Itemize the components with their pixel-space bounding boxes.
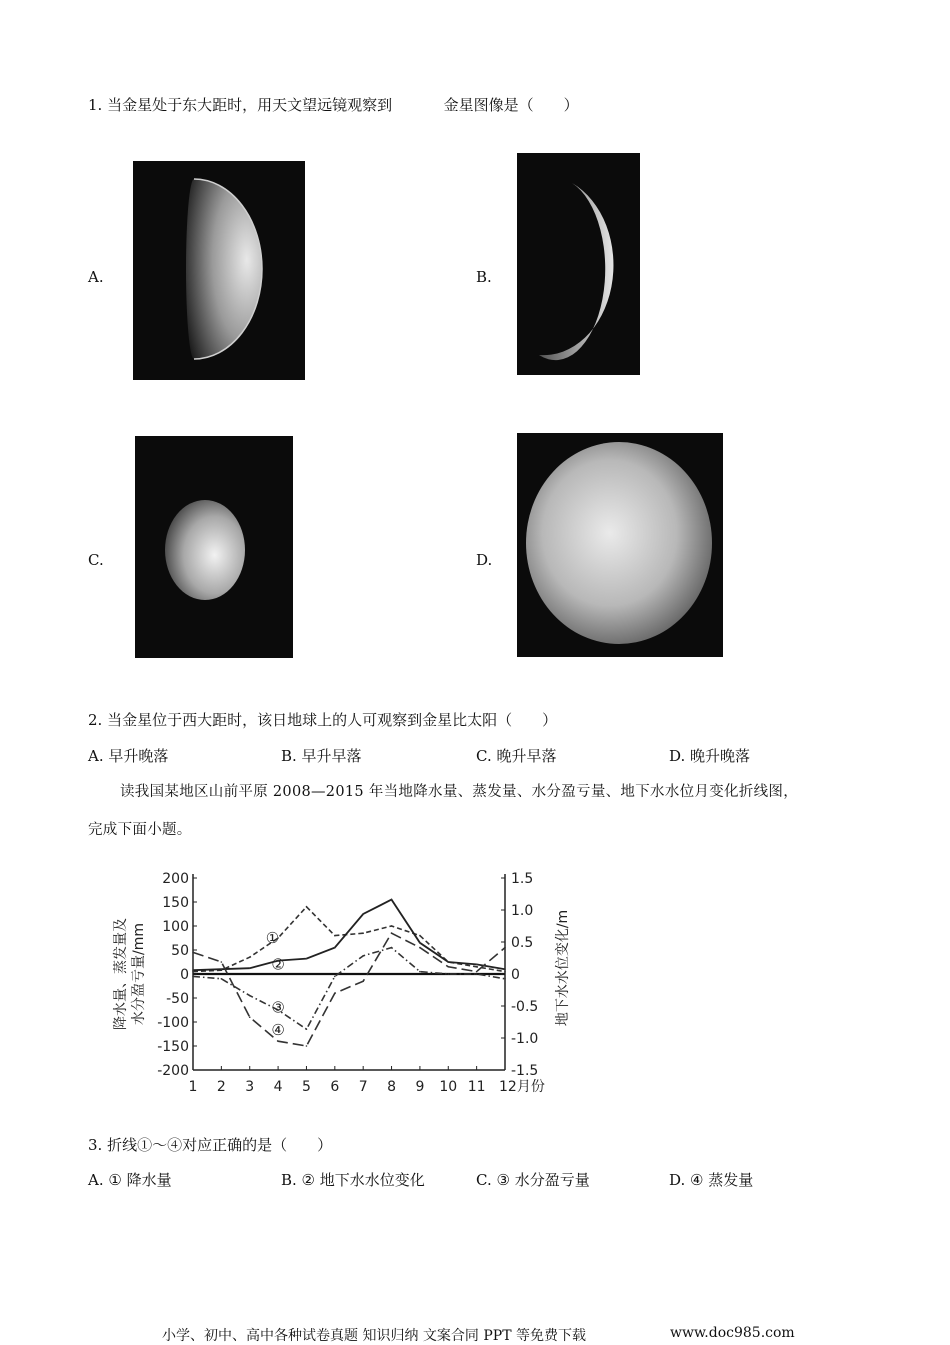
left-tick-label: 150 xyxy=(162,895,189,911)
venus-image-full[interactable] xyxy=(517,433,723,657)
chart-axes xyxy=(193,874,505,1070)
series-point xyxy=(476,966,478,968)
venus-image-gibbous[interactable] xyxy=(135,436,293,658)
x-tick-label: 6 xyxy=(330,1079,340,1095)
q1-option-d-letter[interactable]: D. xyxy=(476,551,493,569)
chart-labels xyxy=(112,871,571,1095)
series-point xyxy=(221,978,223,980)
left-tick-label: 200 xyxy=(162,871,189,887)
q2-stem: 2. 当金星位于西大距时，该日地球上的人可观察到金星比太阳（ ） xyxy=(88,711,558,729)
series-point xyxy=(419,935,421,937)
left-axis-label-line2: 水分盈亏量/mm xyxy=(131,923,147,1025)
series-point xyxy=(249,956,251,958)
q1-stem xyxy=(88,94,579,115)
series-line-3 xyxy=(193,948,505,1030)
left-tick-label: -100 xyxy=(157,1015,189,1031)
series-point xyxy=(362,955,364,957)
q3-option-a[interactable]: A. ① 降水量 xyxy=(88,1171,172,1189)
left-tick-label: 0 xyxy=(180,967,189,983)
chart-series xyxy=(192,899,506,1047)
x-tick-label: 1 xyxy=(188,1079,198,1095)
series-point xyxy=(504,978,506,980)
right-axis-label: 地下水水位变化/m xyxy=(555,909,571,1027)
right-tick-label: 0.5 xyxy=(511,935,534,951)
series-point xyxy=(192,969,194,971)
series-point xyxy=(476,971,478,973)
series-label-4: ④ xyxy=(271,1021,285,1040)
x-tick-label: 12月份 xyxy=(499,1079,545,1095)
series-point xyxy=(504,947,506,949)
series-point xyxy=(192,976,194,978)
q2-option-a[interactable]: A. 早升晚落 xyxy=(88,747,169,765)
series-point xyxy=(249,1016,251,1018)
series-point xyxy=(306,1045,308,1047)
series-point xyxy=(419,947,421,949)
footer-text: 小学、初中、高中各种试卷真题 知识归纳 文案合同 PPT 等免费下载 xyxy=(162,1328,586,1344)
series-point xyxy=(362,913,364,915)
series-point xyxy=(391,947,393,949)
x-tick-label: 8 xyxy=(387,1079,397,1095)
water-balance-chart xyxy=(105,860,575,1110)
q1-option-b-letter[interactable]: B. xyxy=(476,268,492,286)
x-tick-label: 9 xyxy=(415,1079,425,1095)
right-tick-label: -1.0 xyxy=(511,1031,539,1047)
series-point xyxy=(334,947,336,949)
right-tick-label: 0 xyxy=(511,967,520,983)
series-point xyxy=(447,966,449,968)
left-tick-label: 50 xyxy=(171,943,189,959)
series-point xyxy=(447,973,449,975)
q3-stem: 3. 折线①～④对应正确的是（ ） xyxy=(88,1136,333,1154)
x-tick-label: 10 xyxy=(439,1079,458,1095)
series-point xyxy=(334,976,336,978)
series-point xyxy=(306,958,308,960)
right-tick-label: 1.0 xyxy=(511,903,534,919)
q3-option-c[interactable]: C. ③ 水分盈亏量 xyxy=(476,1171,590,1189)
series-point xyxy=(447,961,449,963)
right-tick-label: -1.5 xyxy=(511,1063,539,1079)
series-point xyxy=(419,942,421,944)
venus-image-crescent[interactable] xyxy=(517,153,640,375)
x-tick-label: 4 xyxy=(273,1079,283,1095)
footer-link[interactable]: www.doc985.com xyxy=(670,1325,795,1341)
series-label-1: ① xyxy=(265,929,280,947)
q3-option-d[interactable]: D. ④ 蒸发量 xyxy=(669,1171,754,1189)
left-tick-label: -150 xyxy=(157,1039,189,1055)
x-tick-label: 11 xyxy=(467,1079,486,1095)
series-point xyxy=(476,973,478,975)
passage-line-1: 读我国某地区山前平原 2008—2015 年当地降水量、蒸发量、水分盈亏量、地下水水位月变化折线图， xyxy=(120,784,799,800)
chart-svg xyxy=(105,860,575,1110)
series-point xyxy=(192,952,194,954)
left-tick-label: -200 xyxy=(157,1063,189,1079)
q2-option-b[interactable]: B. 早升早落 xyxy=(281,747,362,765)
q1-stem-part2: 金星图像是（ ） xyxy=(443,96,579,114)
x-tick-label: 7 xyxy=(358,1079,368,1095)
left-tick-label: -50 xyxy=(166,991,189,1007)
passage-line-2: 完成下面小题。 xyxy=(88,822,192,838)
left-axis-label-line1: 降水量、蒸发量及 xyxy=(113,918,129,1030)
venus-image-half-phase[interactable] xyxy=(133,161,305,380)
series-point xyxy=(504,971,506,973)
series-point xyxy=(306,1028,308,1030)
series-point xyxy=(391,925,393,927)
q1-stem-part1: 1. 当金星处于东大距时，用天文望远镜观察到 xyxy=(88,96,393,114)
series-point xyxy=(306,906,308,908)
series-point xyxy=(221,961,223,963)
series-point xyxy=(362,980,364,982)
series-label-3: ③ xyxy=(271,998,285,1017)
series-point xyxy=(391,932,393,934)
q3-option-b[interactable]: B. ② 地下水水位变化 xyxy=(281,1171,425,1189)
right-tick-label: -0.5 xyxy=(511,999,539,1015)
series-point xyxy=(334,935,336,937)
series-label-2: ② xyxy=(271,955,285,974)
q1-option-a-letter[interactable]: A. xyxy=(88,268,104,286)
series-point xyxy=(419,971,421,973)
series-point xyxy=(249,995,251,997)
q2-option-d[interactable]: D. 晚升晚落 xyxy=(669,747,751,765)
series-point xyxy=(504,968,506,970)
x-tick-label: 5 xyxy=(301,1079,311,1095)
x-tick-label: 2 xyxy=(216,1079,226,1095)
left-tick-label: 100 xyxy=(162,919,189,935)
series-point xyxy=(362,932,364,934)
series-point xyxy=(249,967,251,969)
series-point xyxy=(277,1040,279,1042)
series-line-2 xyxy=(193,900,505,974)
series-point xyxy=(221,968,223,970)
right-tick-label: 1.5 xyxy=(511,871,534,887)
series-line-1 xyxy=(193,907,505,972)
x-tick-label: 3 xyxy=(245,1079,255,1095)
series-point xyxy=(391,899,393,901)
series-point xyxy=(334,992,336,994)
q1-option-c-letter[interactable]: C. xyxy=(88,551,104,569)
q2-option-c[interactable]: C. 晚升早落 xyxy=(476,747,557,765)
series-point xyxy=(476,964,478,966)
